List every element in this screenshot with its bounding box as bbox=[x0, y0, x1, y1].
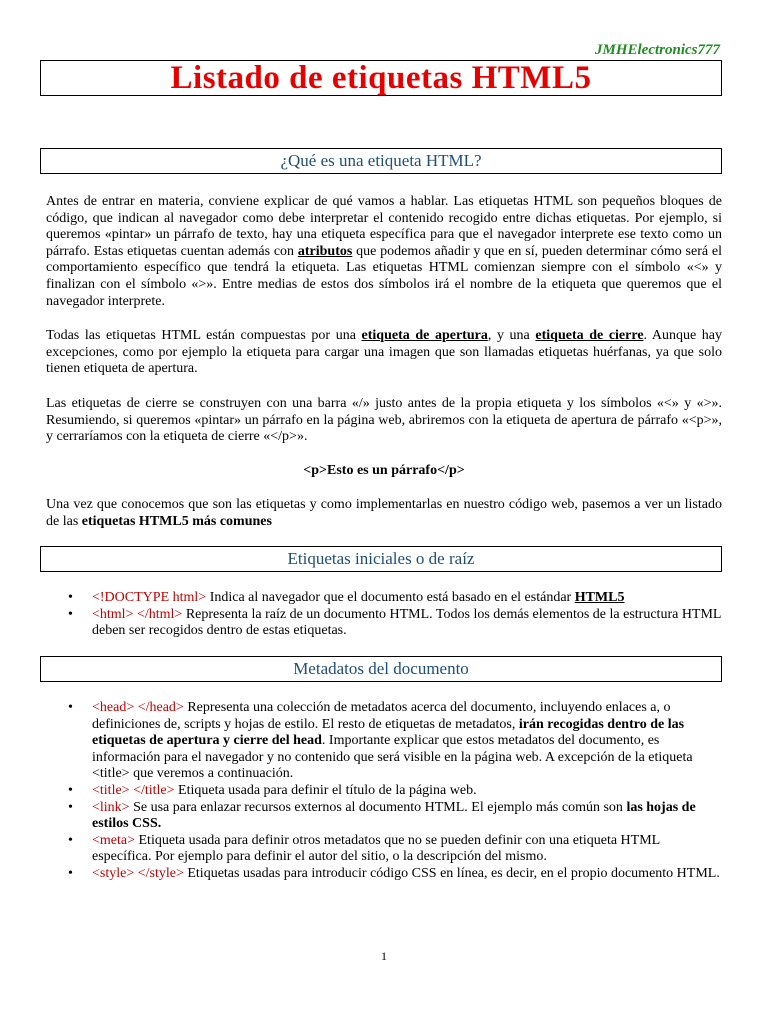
paragraph-tag-structure bbox=[46, 328, 722, 378]
paragraph-structure-c: . Aunque hay excepciones, como por ejemplo la etiqueta para cargar una imagen que son llamadas etiquetas huérfanas, ya que solo tienen etiqueta de apertura. bbox=[46, 328, 723, 377]
document-title: Listado de etiquetas HTML5 bbox=[170, 60, 592, 96]
tag-name: <head> </head> bbox=[92, 700, 184, 715]
example-code: <p>Esto es un párrafo</p> bbox=[303, 463, 465, 478]
list-item bbox=[46, 866, 722, 883]
bullet-icon: • bbox=[68, 782, 73, 798]
item-text: Etiquetas usadas para introducir código CSS en línea, es decir, en el propio documento HTML. bbox=[183, 865, 720, 881]
page-number: 1 bbox=[381, 949, 387, 963]
brand-label: JMHElectronics777 bbox=[594, 42, 720, 58]
link-etiqueta-cierre[interactable]: etiqueta de cierre bbox=[535, 328, 644, 343]
item-bold: las hojas de estilos CSS. bbox=[92, 799, 696, 832]
paragraph-transition bbox=[46, 497, 722, 530]
link-atributos[interactable]: atributos bbox=[297, 243, 353, 259]
tag-name: <style> </style> bbox=[92, 865, 184, 881]
item-text-2: . Importante explicar que estos metadatos del documento, es información para el navegador y no contenido que será visible en la página web. A excepción de la etiqueta <title> que veremos a continuación. bbox=[92, 733, 693, 782]
list-item bbox=[46, 590, 722, 607]
paragraph-structure-b: , y una bbox=[487, 328, 536, 343]
list-item bbox=[46, 783, 722, 800]
section-heading-what-is-tag: ¿Qué es una etiqueta HTML? bbox=[40, 148, 722, 174]
tag-name: <html> </html> bbox=[92, 606, 183, 622]
item-text: Etiqueta usada para definir otros metadatos que no se pueden definir con una etiqueta HTML específica. Por ejemplo para definir el autor del sitio, o la descripción del mismo. bbox=[92, 832, 660, 865]
bullet-icon: • bbox=[68, 832, 73, 848]
item-text: Se usa para enlazar recursos externos al documento HTML. El ejemplo más común son bbox=[129, 799, 627, 815]
paragraph-intro-a: Antes de entrar en materia, conviene explicar de qué vamos a hablar. Las etiquetas HTML son pequeños bloques de código, que indican al navegador como debe interpretar el contenido recogido entre dichas etiquetas. Por ejemplo, si queremos «pintar» un párrafo de texto, hay una etiqueta específica para que el navegador interprete ese texto como un párrafo. Estas etiquetas cuentan además con bbox=[46, 194, 722, 259]
list-item bbox=[46, 833, 722, 866]
item-bold: irán recogidas dentro de las etiquetas de apertura y cierre del head bbox=[92, 716, 685, 749]
tag-name: <title> </title> bbox=[92, 782, 175, 798]
paragraph-transition-a: Una vez que conocemos que son las etiquetas y como implementarlas en nuestro código web, pasemos a ver un listado de las bbox=[46, 497, 722, 529]
tag-name: <meta> bbox=[92, 832, 135, 848]
bullet-icon: • bbox=[68, 590, 73, 605]
item-text: Representa una colección de metadatos acerca del documento, incluyendo enlaces a, o definiciones de, scripts y hojas de estilo. El resto de etiquetas de metadatos, bbox=[92, 700, 671, 732]
paragraph-transition-bold: etiquetas HTML5 más comunes bbox=[81, 513, 272, 529]
section-heading-root-tags: Etiquetas iniciales o de raíz bbox=[40, 546, 722, 572]
bullet-icon: • bbox=[68, 700, 73, 715]
tag-name: <link> bbox=[92, 799, 130, 815]
list-item bbox=[46, 700, 722, 783]
bullet-icon: • bbox=[68, 606, 73, 622]
item-text: Representa la raíz de un documento HTML. Todos los demás elementos de la estructura HTML deben ser recogidos dentro de estas etiquetas. bbox=[92, 606, 721, 639]
section-heading-metadata: Metadatos del documento bbox=[40, 656, 722, 682]
link-etiqueta-apertura[interactable]: etiqueta de apertura bbox=[361, 328, 488, 343]
bullet-icon: • bbox=[68, 799, 73, 815]
title-box bbox=[40, 60, 722, 96]
tag-name: <!DOCTYPE html> bbox=[92, 590, 207, 605]
paragraph-intro-b: que podemos añadir y que en sí, pueden determinar cómo será el comportamiento específico que tendrá la etiqueta. Las etiquetas HTML comienzan siempre con el símbolo «<» y finalizan con el símbolo «>». Entre medias de estos dos símbolos irá el nombre de la etiqueta que queremos que el navegador interprete. bbox=[46, 243, 722, 309]
bullet-icon: • bbox=[68, 865, 73, 881]
paragraph-structure-a: Todas las etiquetas HTML están compuestas por una bbox=[46, 328, 362, 343]
item-text: Indica al navegador que el documento está basado en el estándar bbox=[206, 590, 575, 605]
list-item bbox=[46, 800, 722, 833]
paragraph-closing-tags: Las etiquetas de cierre se construyen con una barra «/» justo antes de la propia etiqueta y los símbolos «<» y «>». Resumiendo, si queremos «pintar» un párrafo en la página web, abriremos con la etiqueta de apertura de párrafo «<p>», y cerraríamos con la etiqueta de cierre «</p>». bbox=[46, 396, 722, 445]
link-html5[interactable]: HTML5 bbox=[574, 590, 625, 605]
list-item bbox=[46, 607, 722, 640]
root-tags-list bbox=[46, 590, 722, 640]
item-text: Etiqueta usada para definir el título de la página web. bbox=[174, 782, 477, 798]
paragraph-intro bbox=[46, 194, 722, 310]
metadata-tags-list bbox=[46, 700, 722, 883]
